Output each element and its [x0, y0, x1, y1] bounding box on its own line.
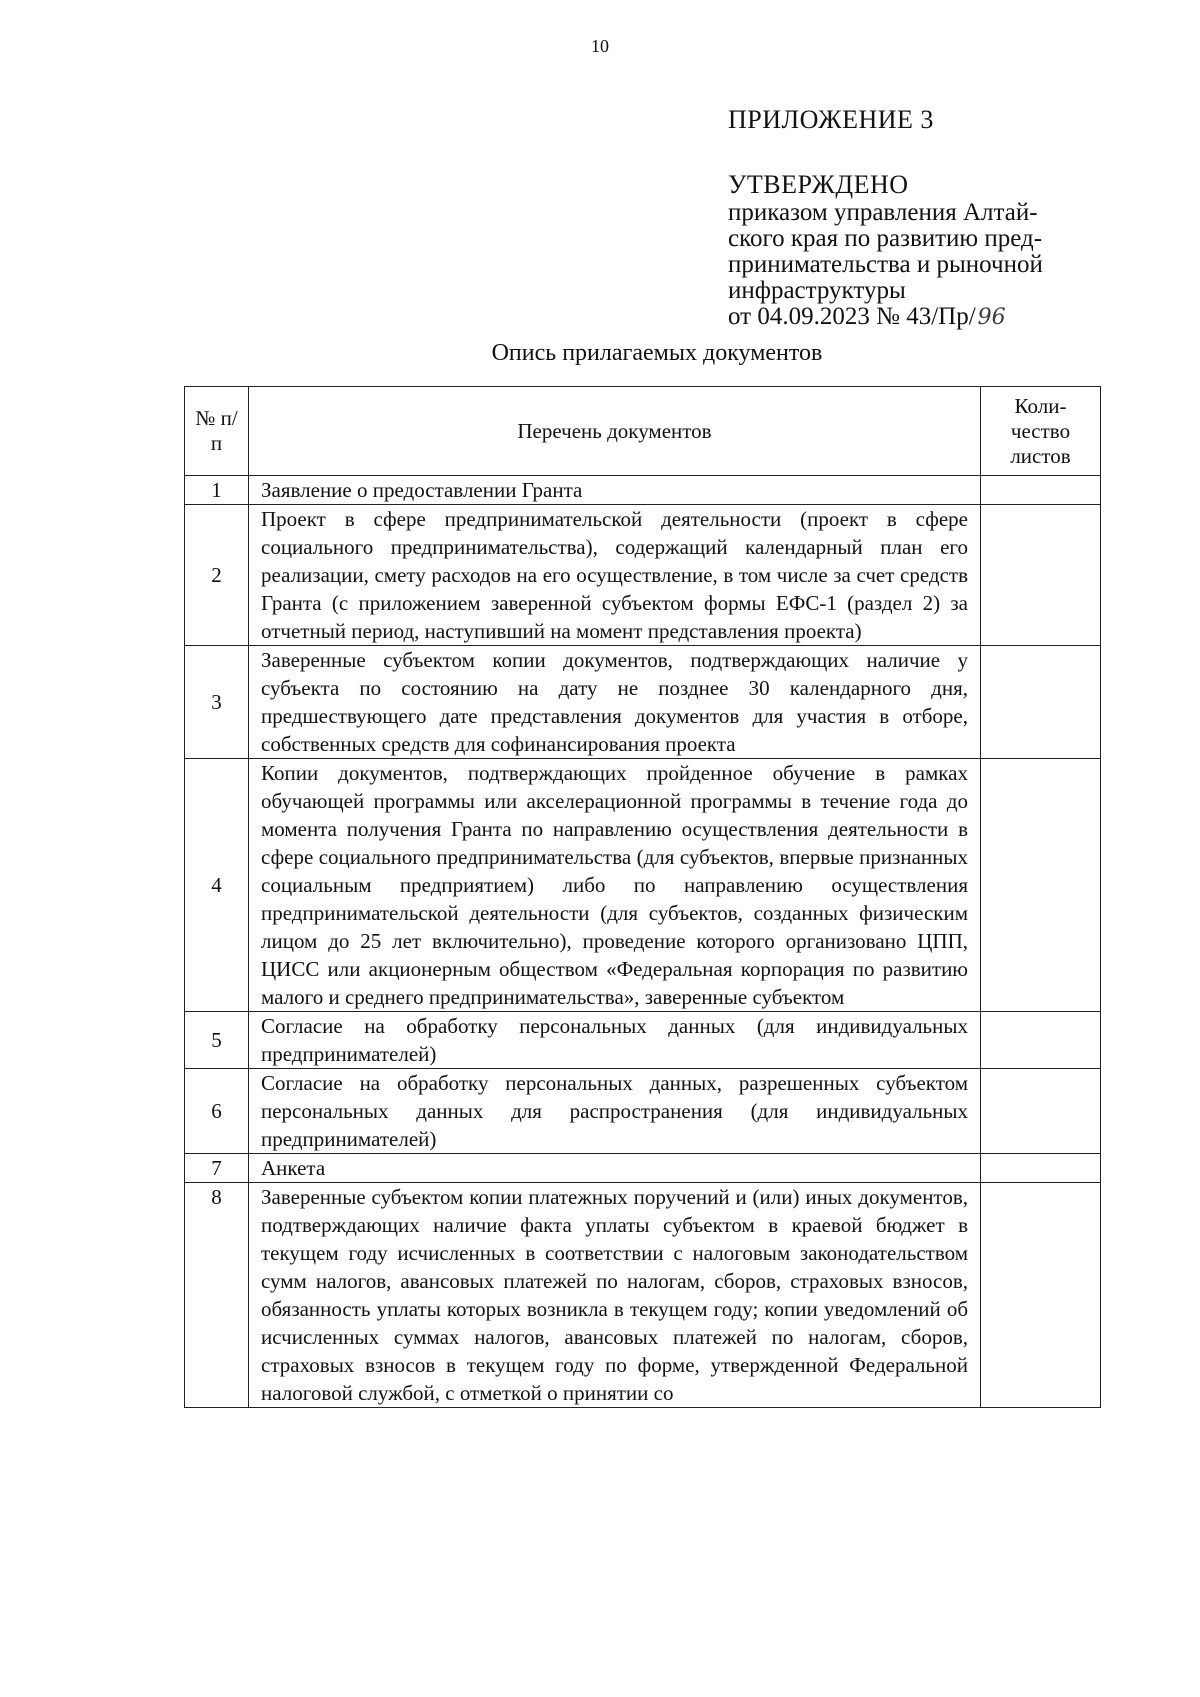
row-number: 2 — [185, 505, 249, 646]
row-document: Согласие на обработку персональных данных, разрешенных субъектом персональных данных для распространения (для индивидуальных предпринимателей) — [249, 1069, 981, 1154]
table-row — [185, 1154, 1101, 1183]
row-document: Проект в сфере предпринимательской деятельности (проект в сфере социального предпринимательства), содержащий календарный план его реализации, смету расходов на его осуществление, в том числе за счет средств Гранта (с приложением заверенной субъектом формы ЕФС-1 (раздел 2) за отчетный период, наступивший на момент представления проекта) — [249, 505, 981, 646]
order-text-line: ского края по развитию пред- — [728, 224, 1043, 252]
row-document: Анкета — [249, 1154, 981, 1183]
table-row — [185, 1069, 1101, 1154]
table-row — [185, 505, 1101, 646]
row-sheets — [981, 505, 1101, 646]
row-sheets — [981, 1069, 1101, 1154]
order-text-line: принимательства и рыночной — [728, 250, 1043, 278]
row-document: Копии документов, подтверждающих пройденное обучение в рамках обучающей программы или акселерационной программы в течение года до момента получения Гранта по направлению осуществления деятельности в сфере социального предпринимательства (для субъектов, впервые признанных социальным предприятием) либо по направлению осуществления предпринимательской деятельности (для субъектов, созданных физическим лицом до 25 лет включительно), проведение которого организовано ЦПП, ЦИСС или акционерным обществом «Федеральная корпорация по развитию малого и среднего предпринимательства», заверенные субъектом — [249, 759, 981, 1012]
handwritten-number: 96 — [977, 304, 1006, 330]
header-number: № п/п — [185, 387, 249, 476]
row-number: 5 — [185, 1012, 249, 1069]
order-text-line: инфраструктуры — [728, 276, 906, 304]
table-row — [185, 759, 1101, 1012]
row-document: Заявление о предоставлении Гранта — [249, 476, 981, 505]
appendix-title: ПРИЛОЖЕНИЕ 3 — [728, 105, 934, 134]
row-number: 3 — [185, 646, 249, 759]
row-number: 4 — [185, 759, 249, 1012]
row-sheets — [981, 476, 1101, 505]
approval-block — [728, 104, 1128, 330]
page-number: 10 — [591, 36, 609, 56]
header-documents: Перечень документов — [249, 387, 981, 476]
row-number: 6 — [185, 1069, 249, 1154]
header-sheets: Коли- чество листов — [981, 387, 1101, 476]
order-number-line — [728, 304, 1128, 330]
row-document: Заверенные субъектом копии платежных поручений и (или) иных документов, подтверждающих наличие факта уплаты субъектом в краевой бюджет в текущем году исчисленных в соответствии с налоговым законодательством сумм налогов, авансовых платежей по налогам, сборов, страховых взносов, обязанность уплаты которых возникла в текущем году; копии уведомлений об исчисленных суммах налогов, авансовых платежей по налогам, сборов, страховых взносов в текущем году по форме, утвержденной Федеральной налоговой службой, с отметкой о принятии со — [249, 1183, 981, 1408]
row-sheets — [981, 646, 1101, 759]
row-sheets — [981, 1154, 1101, 1183]
table-row — [185, 646, 1101, 759]
table-row — [185, 1183, 1101, 1408]
row-sheets — [981, 759, 1101, 1012]
document-title: Опись прилагаемых документов — [491, 340, 823, 366]
row-number: 7 — [185, 1154, 249, 1183]
table-row — [185, 476, 1101, 505]
order-number: от 04.09.2023 № 43/Пр/ — [728, 302, 976, 330]
row-document: Согласие на обработку персональных данных (для индивидуальных предпринимателей) — [249, 1012, 981, 1069]
row-number: 8 — [185, 1183, 249, 1408]
row-sheets — [981, 1183, 1101, 1408]
table-header-row — [185, 387, 1101, 476]
table-row — [185, 1012, 1101, 1069]
row-document: Заверенные субъектом копии документов, подтверждающих наличие у субъекта по состоянию на дату не позднее 30 календарного дня, предшествующего дате представления документов для участия в отборе, собственных средств для софинансирования проекта — [249, 646, 981, 759]
approved-label: УТВЕРЖДЕНО — [728, 170, 909, 200]
row-sheets — [981, 1012, 1101, 1069]
order-text-line: приказом управления Алтай- — [728, 198, 1038, 226]
documents-table — [184, 386, 1101, 1408]
row-number: 1 — [185, 476, 249, 505]
